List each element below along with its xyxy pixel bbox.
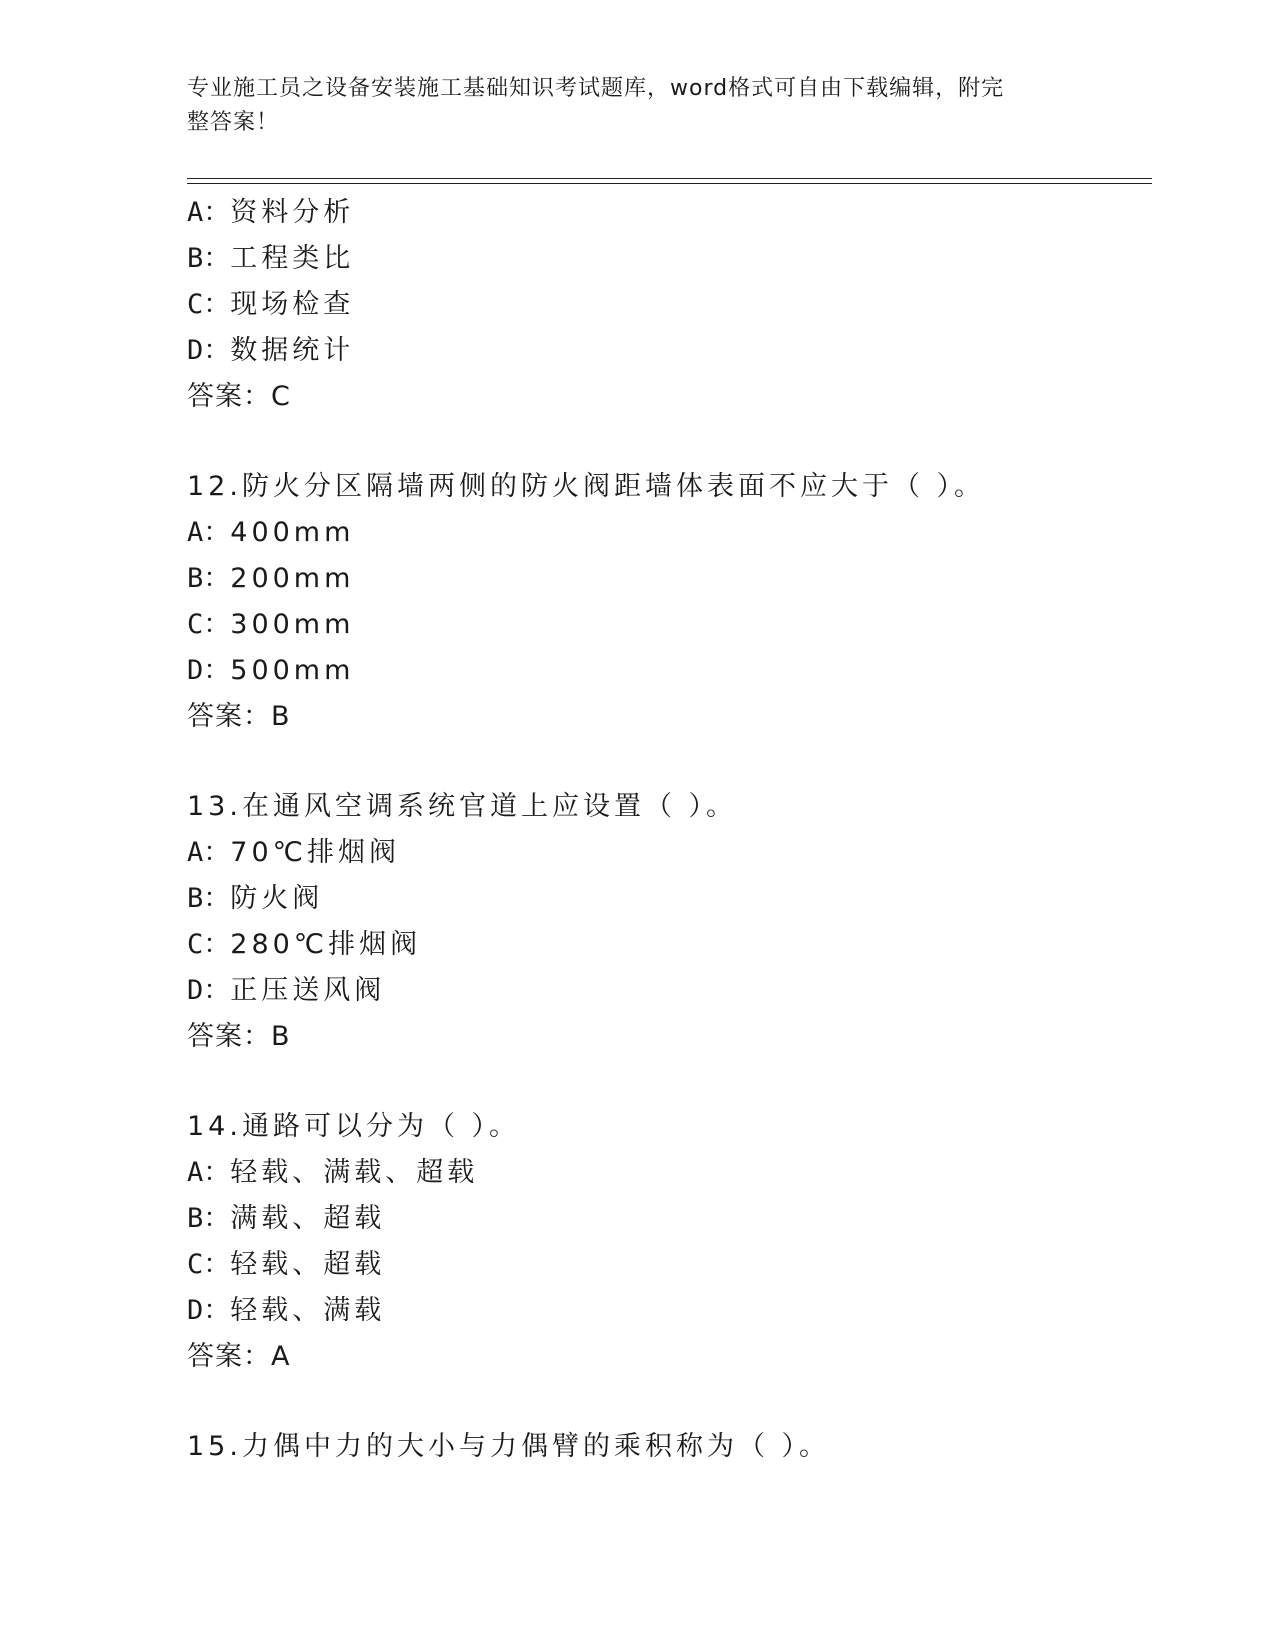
answer-label: 答案：B: [187, 701, 291, 732]
option-b: B：满载、超载: [187, 1203, 386, 1234]
question-13-block: [187, 784, 1152, 1060]
option-b: B：工程类比: [187, 243, 355, 274]
option-d: D：500mm: [187, 655, 355, 686]
option-c: C：280℃排烟阀: [187, 929, 422, 960]
question-text: 12.防火分区隔墙两侧的防火阀距墙体表面不应大于（ ）。: [187, 471, 986, 502]
question-11-block: [187, 190, 1152, 420]
option-c: C：轻载、超载: [187, 1249, 386, 1280]
header-divider-bottom: [187, 183, 1152, 184]
question-12-block: [187, 464, 1152, 740]
option-b: B：防火阀: [187, 883, 324, 914]
header-divider-top: [187, 178, 1152, 179]
option-c: C：300mm: [187, 609, 355, 640]
option-a: A：70℃排烟阀: [187, 837, 400, 868]
option-a: A：轻载、满载、超载: [187, 1157, 479, 1188]
option-d: D：轻载、满载: [187, 1295, 386, 1326]
question-text: 13.在通风空调系统官道上应设置（ ）。: [187, 791, 738, 822]
header-line-2: 整答案！: [187, 110, 280, 135]
question-list: [187, 190, 1152, 1470]
option-d: D：数据统计: [187, 335, 355, 366]
option-a: A：400mm: [187, 517, 355, 548]
answer-label: 答案：A: [187, 1341, 291, 1372]
option-b: B：200mm: [187, 563, 355, 594]
question-text: 14.通路可以分为（ ）。: [187, 1111, 521, 1142]
option-a: A：资料分析: [187, 197, 355, 228]
question-15-block: [187, 1424, 1152, 1470]
option-c: C：现场检查: [187, 289, 355, 320]
header-line-1: 专业施工员之设备安装施工基础知识考试题库，word格式可自由下载编辑，附完: [187, 76, 1005, 101]
answer-label: 答案：B: [187, 1021, 291, 1052]
question-14-block: [187, 1104, 1152, 1380]
option-d: D：正压送风阀: [187, 975, 386, 1006]
document-header: [187, 72, 1087, 140]
answer-label: 答案：C: [187, 381, 291, 412]
question-text: 15.力偶中力的大小与力偶臂的乘积称为（ ）。: [187, 1431, 831, 1462]
